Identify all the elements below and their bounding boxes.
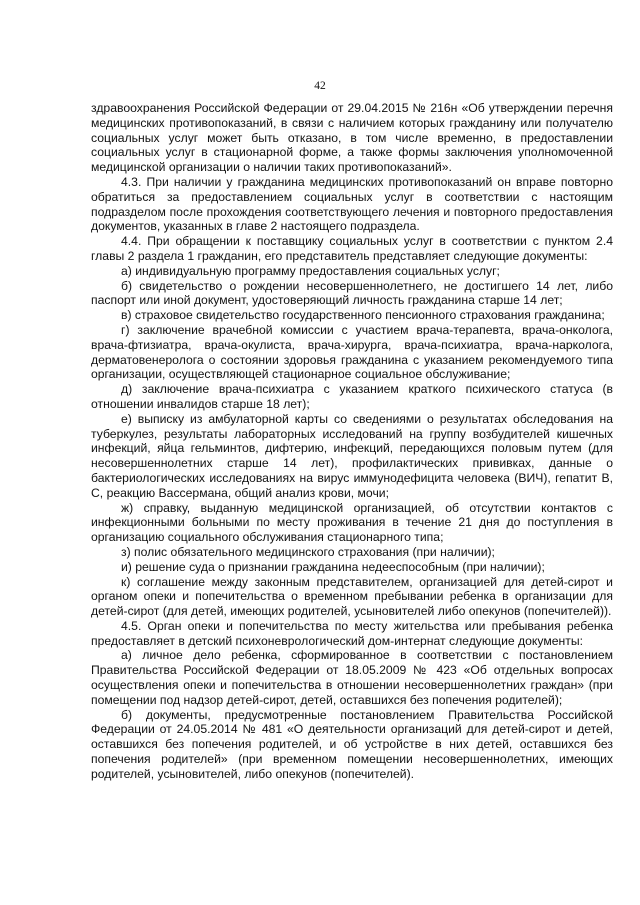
paragraph-continuation: здравоохранения Российской Федерации от 29.04.2015 № 216н «Об утверждении перечня медицинских противопоказаний, в связи с наличием которых гражданину или получателю социальных услуг может быть отказано, в том числе временно, в предоставлении социальных услуг в стационарной форме, а также формы заключения уполномоченной медицинской организации о наличии таких противопоказаний». [91,101,613,175]
paragraph-4-4: 4.4. При обращении к поставщику социальных услуг в соответствии с пунктом 2.4 главы 2 раздела 1 гражданин, его представитель представляет следующие документы: [91,234,613,263]
list-item-k: к) соглашение между законным представителем, организацией для детей-сирот и органом опеки и попечительства о временном пребывании ребенка в организации для детей-сирот (для детей, имеющих родителей, усыновителей либо опекунов (попечителей)). [91,574,613,619]
paragraph-4-3: 4.3. При наличии у гражданина медицинских противопоказаний он вправе повторно обратиться за предоставлением социальных услуг в соответствии с настоящим подразделом после прохождения соответствующего лечения и повторного предоставления документов, указанных в главе 2 настоящего подраздела. [91,174,613,234]
list-item-d: д) заключение врача-психиатра с указанием краткого психического статуса (в отношении инвалидов старше 18 лет); [91,382,613,411]
list-item-i: и) решение суда о признании гражданина недееспособным (при наличии); [121,559,545,574]
list-item-v: в) страховое свидетельство государственного пенсионного страхования гражданина; [121,308,605,323]
list-item-a: а) индивидуальную программу предоставления социальных услуг; [121,263,500,278]
list-item-g: г) заключение врачебной комиссии с участием врача-терапевта, врача-онколога, врача-фтизиатра, врача-окулиста, врача-хирурга, врача-психиатра, врача-нарколога, дерматовенеролога о состоянии здоровья гражданина с указанием рекомендуемого типа организации, осуществляющей стационарное социальное обслуживание; [91,322,613,382]
document-body [91,101,613,782]
paragraph-4-5: 4.5. Орган опеки и попечительства по месту жительства или пребывания ребенка предоставляет в детский психоневрологический дом-интернат следующие документы: [91,618,613,648]
list-item-4-5-b: б) документы, предусмотренные постановлением Правительства Российской Федерации от 24.05.2014 № 481 «О деятельности организаций для детей-сирот и детей, оставшихся без попечения родителей, и об устройстве в них детей, оставшихся без попечения родителей» (при временном помещении несовершеннолетних, имеющих родителей, усыновителей, либо опекунов (попечителей). [91,707,613,781]
list-item-z: з) полис обязательного медицинского страхования (при наличии); [121,544,495,559]
list-item-zh: ж) справку, выданную медицинской организацией, об отсутствии контактов с инфекционными больными по месту проживания в течение 21 дня до поступления в организацию социального обслуживания стационарного типа; [91,500,613,545]
list-item-b: б) свидетельство о рождении несовершеннолетнего, не достигшего 14 лет, либо паспорт или иной документ, удостоверяющий личность гражданина старше 14 лет; [91,278,613,308]
page-number: 42 [314,80,326,92]
list-item-4-5-a: а) личное дело ребенка, сформированное в соответствии с постановлением Правительства Российской Федерации от 18.05.2009 № 423 «Об отдельных вопросах осуществления опеки и попечительства в отношении несовершеннолетних граждан» (при помещении под надзор детей-сирот, детей, оставшихся без попечения родителей); [91,648,613,707]
list-item-e: е) выписку из амбулаторной карты со сведениями о результатах обследования на туберкулез, результаты лабораторных исследований на группу возбудителей кишечных инфекций, яйца гельминтов, дифтерию, инфекций, передающихся половым путем (для несовершеннолетних старше 14 лет), профилактических прививках, данные о бактериологических исследованиях на вирус иммунодефицита человека (ВИЧ), гепатит В, С, реакцию Вассермана, общий анализ крови, мочи; [91,411,613,500]
